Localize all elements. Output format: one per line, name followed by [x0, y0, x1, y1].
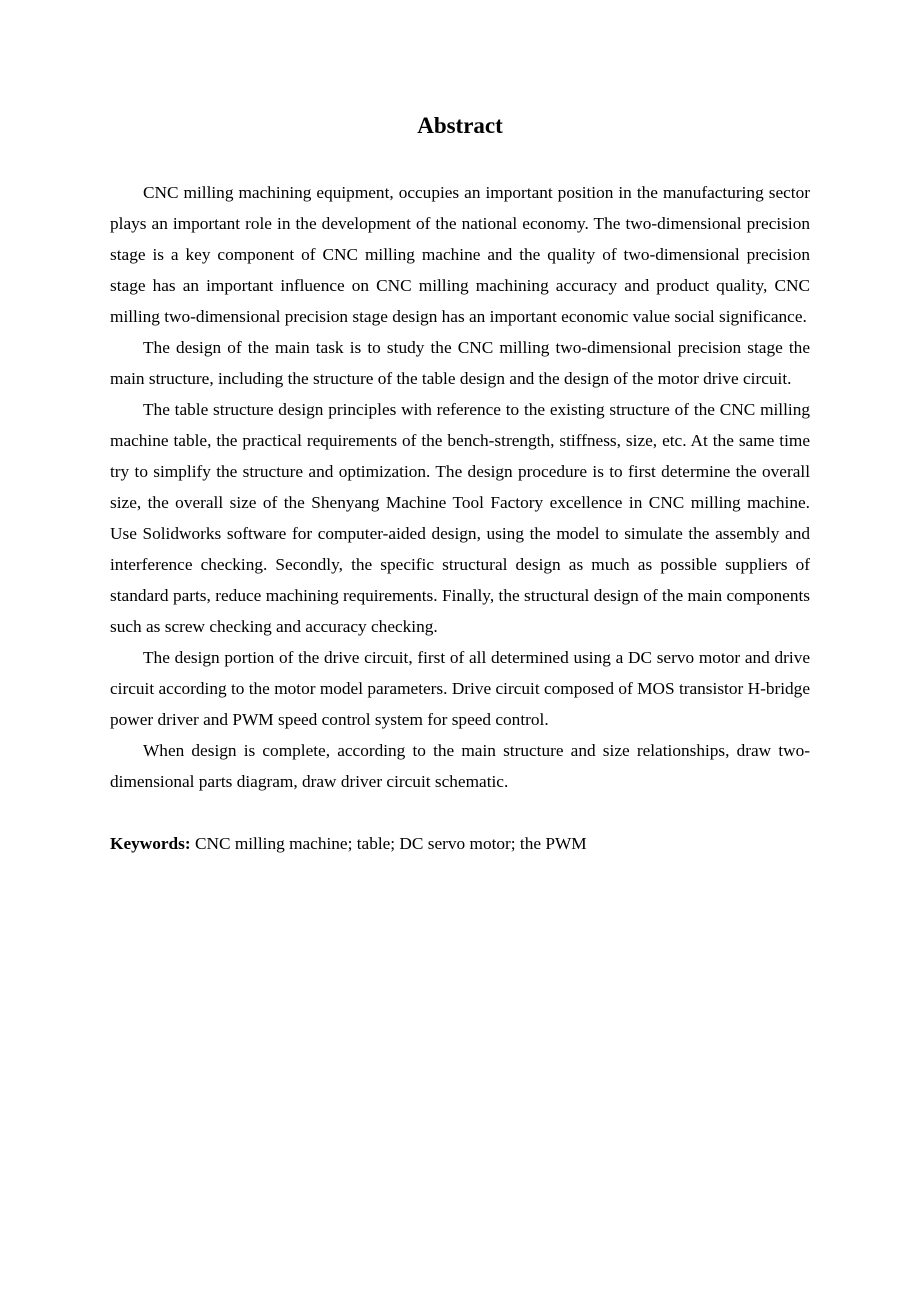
abstract-title: Abstract — [417, 113, 503, 138]
abstract-section — [110, 112, 810, 859]
abstract-paragraph-4: The design portion of the drive circuit, first of all determined using a DC servo motor and drive circuit according to the motor model parameters. Drive circuit composed of MOS transistor H-bridge power driver and PWM speed control system for speed control. — [110, 648, 810, 729]
keywords-line — [110, 828, 810, 859]
keywords-list: CNC milling machine; table; DC servo motor; the PWM — [190, 834, 587, 853]
abstract-paragraph-3: The table structure design principles with reference to the existing structure of the CNC milling machine table, the practical requirements of the bench-strength, stiffness, size, etc. At the same time try to simplify the structure and optimization. The design procedure is to first determine the overall size, the overall size of the Shenyang Machine Tool Factory excellence in CNC milling machine. Use Solidworks software for computer-aided design, using the model to simulate the assembly and interference checking. Secondly, the specific structural design as much as possible suppliers of standard parts, reduce machining requirements. Finally, the structural design of the main components such as screw checking and accuracy checking. — [110, 400, 810, 636]
abstract-paragraph-5: When design is complete, according to the main structure and size relationships, draw two-dimensional parts diagram, draw driver circuit schematic. — [110, 741, 810, 791]
keywords-label: Keywords: — [110, 834, 191, 853]
abstract-paragraph-1: CNC milling machining equipment, occupies an important position in the manufacturing sector plays an important role in the development of the national economy. The two-dimensional precision stage is a key component of CNC milling machine and the quality of two-dimensional precision stage has an important influence on CNC milling machining accuracy and product quality, CNC milling two-dimensional precision stage design has an important economic value social significance. — [110, 183, 810, 326]
abstract-paragraph-2: The design of the main task is to study the CNC milling two-dimensional precision stage the main structure, including the structure of the table design and the design of the motor drive circuit. — [110, 338, 810, 388]
